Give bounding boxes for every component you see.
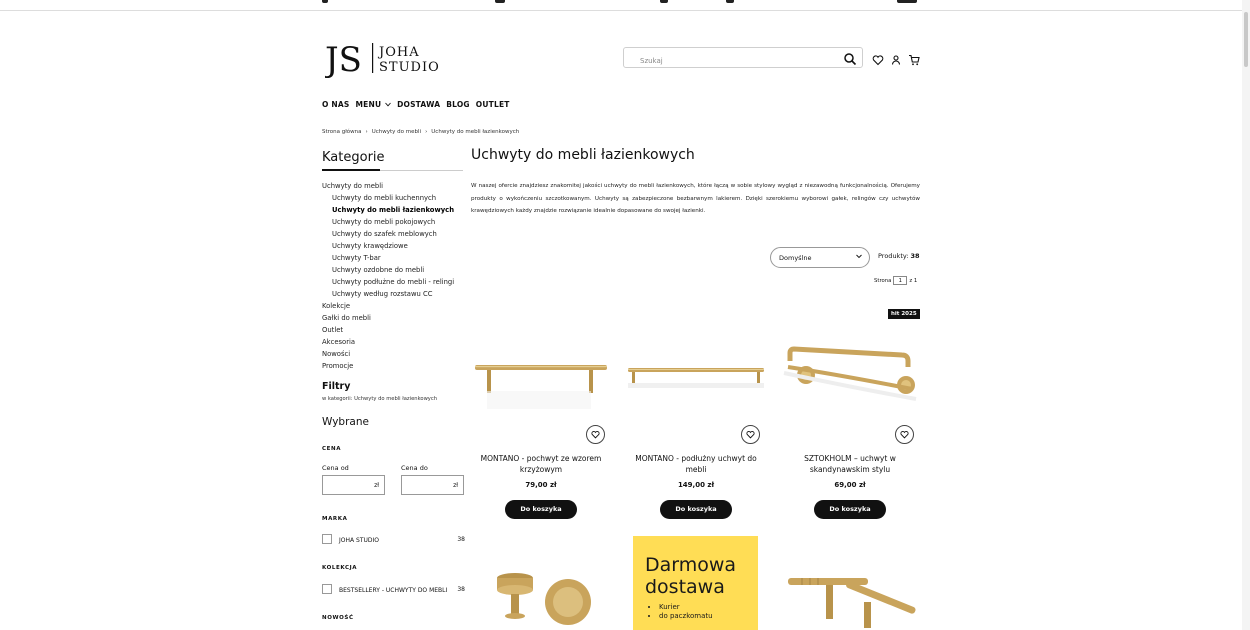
- category-item[interactable]: Uchwyty do szafek meblowych: [332, 230, 437, 238]
- products-count-value: 38: [910, 252, 920, 260]
- promo-banner[interactable]: [633, 536, 758, 630]
- breadcrumb: [322, 129, 519, 135]
- search-bar: [623, 47, 863, 68]
- price-to-label: Cena do: [401, 464, 428, 472]
- scrollbar[interactable]: [1242, 0, 1250, 630]
- category-item[interactable]: Uchwyty do mebli: [322, 182, 383, 190]
- main-nav: [322, 100, 516, 109]
- product-name[interactable]: MONTANO - podłużny uchwyt do mebli: [635, 454, 757, 474]
- chevron-down-icon: [385, 102, 391, 107]
- product-name[interactable]: SZTOKHOLM – uchwyt w skandynawskim stylu: [804, 454, 896, 474]
- breadcrumb-link[interactable]: Uchwyty do mebli: [371, 129, 422, 135]
- checkbox[interactable]: [322, 534, 332, 544]
- novelty-filter-label: NOWOŚĆ: [322, 615, 354, 621]
- filters-subtitle: w kategorii: Uchwyty do mebli łazienkowych: [322, 396, 438, 402]
- heart-icon: [900, 430, 909, 439]
- heart-icon: [591, 430, 600, 439]
- breadcrumb-separator-icon: ›: [425, 129, 428, 135]
- products-label: Produkty:: [878, 252, 909, 260]
- option-count: 38: [457, 536, 465, 543]
- hit-badge: hit 2025: [888, 309, 920, 319]
- svg-text:JS: JS: [325, 40, 362, 78]
- page-title: Uchwyty do mebli łazienkowych: [471, 147, 695, 163]
- brand-filter-label: MARKA: [322, 516, 348, 522]
- breadcrumb-link[interactable]: Strona główna: [322, 129, 362, 135]
- nav-item-o-nas[interactable]: O NAS: [322, 100, 350, 109]
- add-to-cart-button[interactable]: Do koszyka: [814, 500, 886, 519]
- price-from-label: Cena od: [322, 464, 349, 472]
- category-item[interactable]: Uchwyty T-bar: [332, 254, 381, 262]
- sort-value: Domyślne: [779, 254, 812, 262]
- category-item[interactable]: Promocje: [322, 362, 354, 370]
- product-image[interactable]: [480, 536, 605, 630]
- nav-item-blog[interactable]: BLOG: [446, 100, 470, 109]
- product-name[interactable]: MONTANO - pochwyt ze wzorem krzyżowym: [480, 454, 602, 474]
- collection-filter-label: KOLEKCJA: [322, 565, 358, 571]
- category-item[interactable]: Uchwyty podłużne do mebli - relingi: [332, 278, 455, 286]
- product-card[interactable]: [626, 327, 766, 527]
- collection-option[interactable]: [322, 584, 465, 596]
- category-item[interactable]: Uchwyty do mebli pokojowych: [332, 218, 436, 226]
- category-description: W naszej ofercie znajdziesz znakomitej jakości uchwyty do mebli łazienkowych, które łączą w sobie stylowy wygląd z niezawodną funkcjonalnością. Oferujemy produkty o wykończeniu szczotkowanym. Uchwyty są zabezpieczone bezbarwnym lakierem. Dzięki szerokiemu wyborowi gałek, relingów czy uchwytów krawędziowych każdy znajdzie rozwiązanie idealnie dopasowane do swojej łazienki.: [471, 183, 920, 214]
- svg-text:JOHA: JOHA: [379, 45, 420, 60]
- promo-list: [649, 603, 713, 621]
- product-price: 149,00 zł: [677, 481, 715, 489]
- nav-item-outlet[interactable]: OUTLET: [475, 100, 510, 109]
- search-input[interactable]: [638, 51, 842, 72]
- selected-filters-title: Wybrane: [322, 416, 369, 428]
- product-card[interactable]: [471, 327, 611, 527]
- brand-option[interactable]: [322, 534, 465, 546]
- price-to-input[interactable]: [401, 475, 464, 495]
- category-item[interactable]: Outlet: [322, 326, 344, 334]
- svg-text:STUDIO: STUDIO: [379, 60, 440, 75]
- filters-title: Filtry: [322, 381, 351, 392]
- category-item[interactable]: Gałki do mebli: [322, 314, 371, 322]
- product-image[interactable]: [782, 536, 922, 630]
- user-icon[interactable]: [890, 51, 902, 63]
- category-item-active[interactable]: Uchwyty do mebli łazienkowych: [332, 206, 455, 214]
- promo-title: Darmowa dostawa: [645, 554, 737, 598]
- page-total: z 1: [909, 278, 918, 284]
- add-to-cart-button[interactable]: Do koszyka: [505, 500, 577, 519]
- nav-item-menu[interactable]: MENU: [355, 100, 391, 109]
- categories-title: Kategorie: [322, 150, 385, 165]
- option-label: BESTSELLERY - UCHWYTY DO MEBLI: [339, 587, 448, 594]
- option-label: JOHA STUDIO: [339, 537, 379, 544]
- checkbox[interactable]: [322, 584, 332, 594]
- price-from-input[interactable]: [322, 475, 385, 495]
- category-item[interactable]: Nowości: [322, 350, 351, 358]
- breadcrumb-separator-icon: ›: [365, 129, 368, 135]
- page-input[interactable]: 1: [893, 276, 907, 285]
- currency-label: zł: [374, 482, 379, 489]
- sort-select[interactable]: [770, 247, 870, 268]
- product-price: 69,00 zł: [834, 481, 866, 489]
- logo[interactable]: [325, 38, 450, 78]
- pagination: [874, 276, 917, 285]
- search-icon[interactable]: [843, 51, 857, 65]
- currency-label: zł: [453, 482, 458, 489]
- heart-icon[interactable]: [872, 51, 884, 63]
- page-label: Strona: [874, 278, 892, 284]
- option-count: 38: [457, 586, 465, 593]
- category-item[interactable]: Uchwyty do mebli kuchennych: [332, 194, 437, 202]
- category-item[interactable]: Uchwyty ozdobne do mebli: [332, 266, 425, 274]
- price-filter-label: CENA: [322, 446, 342, 452]
- chevron-down-icon: [855, 252, 863, 260]
- category-item[interactable]: Uchwyty krawędziowe: [332, 242, 408, 250]
- product-card[interactable]: [780, 327, 920, 527]
- promo-item: • do paczkomatu: [659, 612, 713, 621]
- breadcrumb-current: Uchwyty do mebli łazienkowych: [431, 129, 520, 135]
- category-item[interactable]: Kolekcje: [322, 302, 351, 310]
- cart-icon[interactable]: [908, 51, 920, 63]
- product-image[interactable]: [626, 327, 766, 417]
- product-image[interactable]: [780, 327, 920, 417]
- wishlist-button[interactable]: [586, 425, 605, 444]
- wishlist-button[interactable]: [741, 425, 760, 444]
- products-count: [878, 252, 920, 260]
- category-item[interactable]: Uchwyty według rozstawu CC: [332, 290, 433, 298]
- add-to-cart-button[interactable]: Do koszyka: [660, 500, 732, 519]
- category-item[interactable]: Akcesoria: [322, 338, 356, 346]
- divider: [322, 170, 463, 171]
- product-image[interactable]: [471, 327, 611, 417]
- nav-item-dostawa[interactable]: DOSTAWA: [397, 100, 441, 109]
- product-price: 79,00 zł: [525, 481, 557, 489]
- top-bar: [0, 0, 1250, 11]
- wishlist-button[interactable]: [895, 425, 914, 444]
- heart-icon: [746, 430, 755, 439]
- promo-item: • Kurier: [659, 603, 713, 612]
- category-list: [322, 180, 454, 372]
